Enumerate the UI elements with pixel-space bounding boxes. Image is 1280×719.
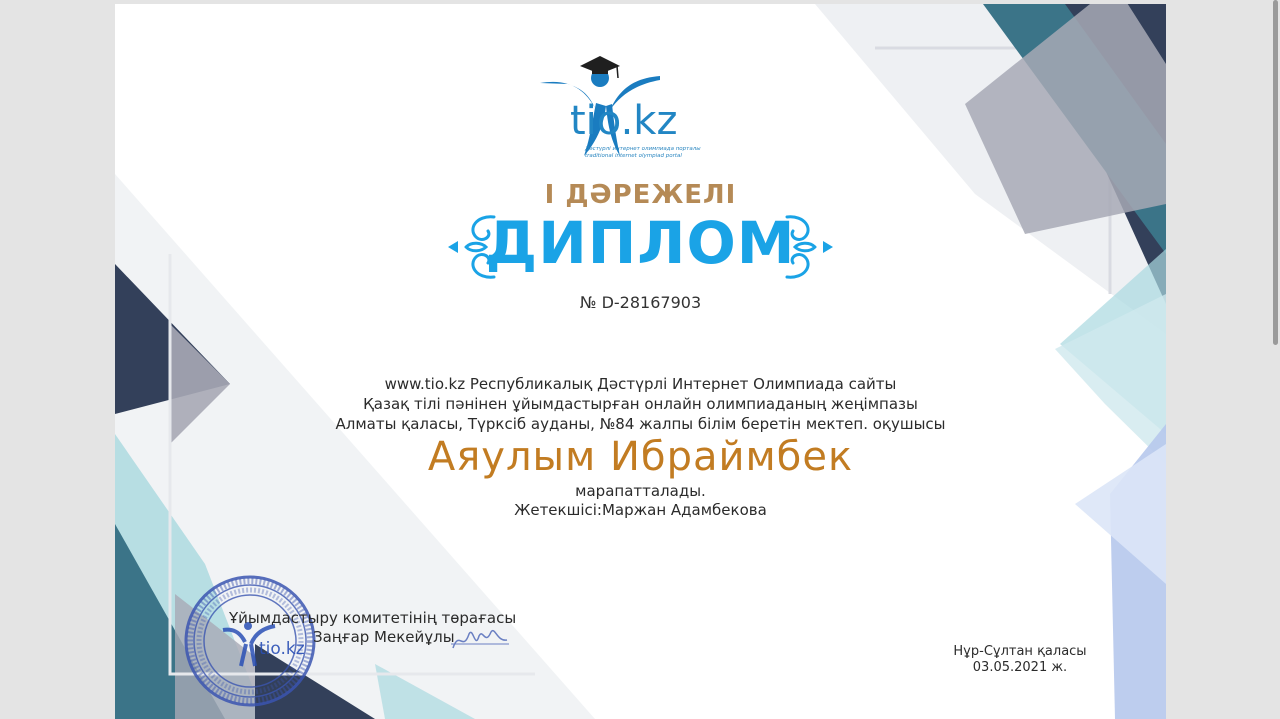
recipient-name: Аяулым Ибраймбек	[427, 434, 854, 480]
diploma-title: ДИПЛОМ	[485, 209, 796, 277]
chair-title: Ұйымдастыру комитетінің төрағасы	[229, 609, 517, 627]
awarded-text: марапатталады.	[575, 482, 706, 500]
diploma-number: № D-28167903	[579, 293, 702, 312]
logo-wordmark: tio.kz	[570, 98, 678, 144]
diploma-page	[115, 4, 1166, 719]
logo-tagline-en: traditional internet olympiad portal	[585, 153, 682, 159]
issue-city: Нұр-Сұлтан қаласы	[953, 644, 1087, 659]
body-line-1: www.tio.kz Республикалық Дәстүрлі Интернет Олимпиада сайты	[384, 375, 897, 393]
viewer-scrollbar[interactable]	[1273, 0, 1278, 345]
official-stamp-icon	[183, 574, 317, 708]
logo-tagline-kk: Дәстүрлі интернет олимпиада порталы	[585, 146, 701, 152]
body-line-2: Қазақ тілі пәнінен ұйымдастырған онлайн олимпиаданың жеңімпазы	[363, 395, 918, 413]
issue-date: 03.05.2021 ж.	[972, 660, 1068, 675]
diploma-degree: I ДӘРЕЖЕЛІ	[544, 180, 737, 210]
stamp-logo-text: tio.kz	[259, 639, 305, 659]
body-line-3: Алматы қаласы, Түрксіб ауданы, №84 жалпы білім беретін мектеп. оқушысы	[335, 415, 946, 433]
ornament-right-icon	[775, 209, 835, 285]
chair-name: Заңғар Мекейұлы	[313, 628, 455, 646]
signature-icon	[451, 622, 511, 656]
supervisor-text: Жетекшісі:Маржан Адамбекова	[514, 501, 767, 519]
